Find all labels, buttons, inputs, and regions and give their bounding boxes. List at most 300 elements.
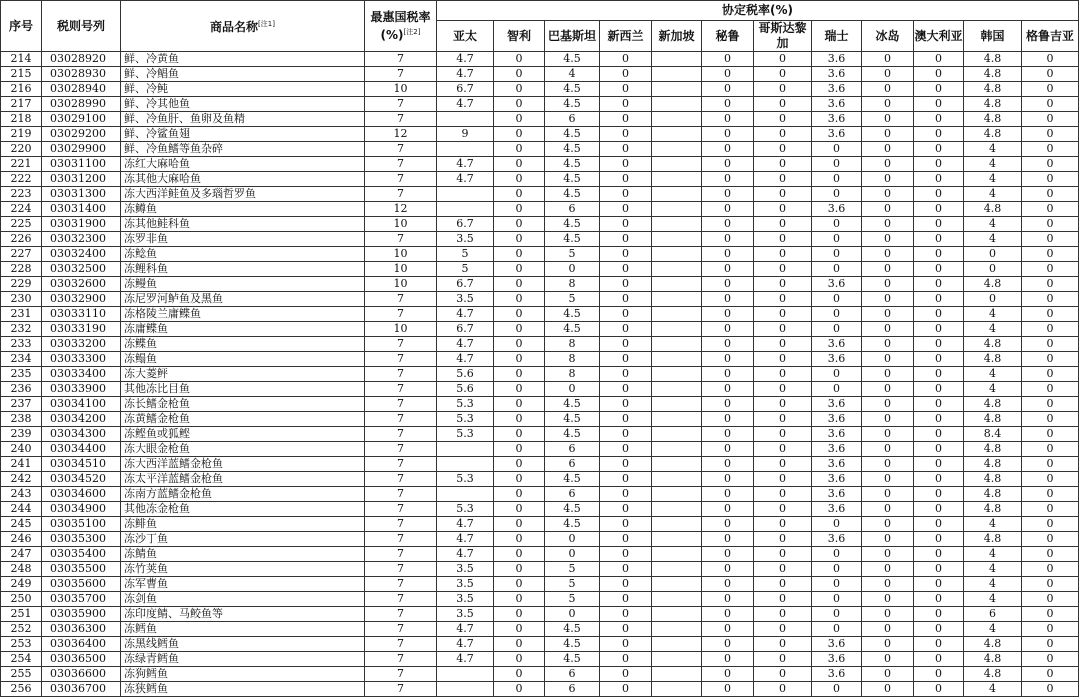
cell-rate-new-zealand: 0: [600, 232, 652, 247]
cell-seq: 247: [1, 547, 42, 562]
cell-rate-apta: 4.7: [437, 532, 494, 547]
cell-rate-switzerland: 0: [812, 187, 862, 202]
cell-rate-georgia: 0: [1022, 607, 1079, 622]
cell-mfn-rate: 10: [365, 217, 437, 232]
cell-rate-pakistan: 4.5: [545, 412, 600, 427]
cell-rate-iceland: 0: [862, 457, 914, 472]
cell-rate-switzerland: 0: [812, 172, 862, 187]
cell-rate-chile: 0: [494, 322, 545, 337]
cell-rate-korea: 4: [964, 142, 1022, 157]
cell-rate-korea: 4.8: [964, 502, 1022, 517]
cell-rate-switzerland: 3.6: [812, 637, 862, 652]
cell-rate-iceland: 0: [862, 337, 914, 352]
cell-rate-singapore: [652, 172, 702, 187]
cell-rate-costa-rica: 0: [754, 622, 812, 637]
cell-product-name: 冻沙丁鱼: [121, 532, 365, 547]
cell-rate-pakistan: 4.5: [545, 502, 600, 517]
cell-rate-georgia: 0: [1022, 667, 1079, 682]
cell-mfn-rate: 7: [365, 367, 437, 382]
cell-rate-peru: 0: [702, 292, 754, 307]
cell-rate-peru: 0: [702, 622, 754, 637]
cell-rate-australia: 0: [914, 112, 964, 127]
cell-rate-iceland: 0: [862, 82, 914, 97]
header-country: 韩国: [964, 21, 1022, 52]
cell-rate-iceland: 0: [862, 127, 914, 142]
cell-rate-new-zealand: 0: [600, 622, 652, 637]
cell-tariff-code: 03028940: [42, 82, 121, 97]
cell-rate-apta: 4.7: [437, 517, 494, 532]
cell-rate-peru: 0: [702, 412, 754, 427]
cell-seq: 238: [1, 412, 42, 427]
cell-rate-singapore: [652, 157, 702, 172]
header-country: 哥斯达黎加: [754, 21, 812, 52]
cell-rate-korea: 4: [964, 187, 1022, 202]
cell-rate-singapore: [652, 442, 702, 457]
cell-seq: 232: [1, 322, 42, 337]
cell-rate-apta: 3.5: [437, 592, 494, 607]
cell-product-name: 冻剑鱼: [121, 592, 365, 607]
cell-rate-iceland: 0: [862, 577, 914, 592]
cell-rate-korea: 4.8: [964, 397, 1022, 412]
header-country: 智利: [494, 21, 545, 52]
table-header: [1, 1, 1079, 52]
cell-product-name: 冻鲤科鱼: [121, 262, 365, 277]
cell-rate-costa-rica: 0: [754, 97, 812, 112]
cell-rate-peru: 0: [702, 202, 754, 217]
cell-rate-chile: 0: [494, 97, 545, 112]
cell-rate-costa-rica: 0: [754, 307, 812, 322]
cell-rate-iceland: 0: [862, 52, 914, 67]
table-row: [1, 472, 1079, 487]
cell-seq: 239: [1, 427, 42, 442]
cell-rate-new-zealand: 0: [600, 247, 652, 262]
cell-rate-pakistan: 6: [545, 487, 600, 502]
cell-tariff-code: 03035100: [42, 517, 121, 532]
cell-rate-costa-rica: 0: [754, 487, 812, 502]
cell-rate-chile: 0: [494, 502, 545, 517]
cell-rate-singapore: [652, 532, 702, 547]
cell-rate-georgia: 0: [1022, 337, 1079, 352]
cell-mfn-rate: 7: [365, 667, 437, 682]
cell-rate-korea: 4: [964, 232, 1022, 247]
cell-rate-switzerland: 0: [812, 367, 862, 382]
cell-rate-australia: 0: [914, 382, 964, 397]
cell-rate-apta: [437, 457, 494, 472]
cell-rate-georgia: 0: [1022, 547, 1079, 562]
cell-rate-costa-rica: 0: [754, 457, 812, 472]
cell-rate-korea: 4: [964, 322, 1022, 337]
cell-rate-australia: 0: [914, 532, 964, 547]
cell-rate-iceland: 0: [862, 442, 914, 457]
cell-rate-pakistan: 4.5: [545, 427, 600, 442]
cell-rate-pakistan: 0: [545, 262, 600, 277]
cell-rate-peru: 0: [702, 607, 754, 622]
cell-rate-costa-rica: 0: [754, 127, 812, 142]
cell-seq: 234: [1, 352, 42, 367]
cell-rate-switzerland: 3.6: [812, 412, 862, 427]
cell-seq: 230: [1, 292, 42, 307]
cell-rate-chile: 0: [494, 337, 545, 352]
cell-seq: 240: [1, 442, 42, 457]
cell-tariff-code: 03036500: [42, 652, 121, 667]
table-row: [1, 592, 1079, 607]
cell-rate-pakistan: 0: [545, 382, 600, 397]
table-row: [1, 382, 1079, 397]
cell-tariff-code: 03034900: [42, 502, 121, 517]
cell-rate-peru: 0: [702, 127, 754, 142]
cell-rate-korea: 4.8: [964, 667, 1022, 682]
cell-rate-new-zealand: 0: [600, 322, 652, 337]
cell-rate-australia: 0: [914, 337, 964, 352]
cell-mfn-rate: 7: [365, 187, 437, 202]
header-country: 亚太: [437, 21, 494, 52]
cell-rate-singapore: [652, 322, 702, 337]
table-row: [1, 52, 1079, 67]
cell-rate-switzerland: 3.6: [812, 397, 862, 412]
cell-product-name: 冻其他大麻哈鱼: [121, 172, 365, 187]
cell-rate-switzerland: 0: [812, 382, 862, 397]
cell-rate-singapore: [652, 52, 702, 67]
table-row: [1, 172, 1079, 187]
cell-tariff-code: 03032500: [42, 262, 121, 277]
cell-mfn-rate: 7: [365, 427, 437, 442]
cell-rate-apta: 5.3: [437, 427, 494, 442]
cell-rate-australia: 0: [914, 127, 964, 142]
cell-rate-korea: 4: [964, 157, 1022, 172]
cell-rate-apta: 4.7: [437, 52, 494, 67]
cell-rate-pakistan: 4.5: [545, 127, 600, 142]
cell-rate-georgia: 0: [1022, 142, 1079, 157]
cell-rate-new-zealand: 0: [600, 682, 652, 697]
cell-rate-chile: 0: [494, 532, 545, 547]
table-row: [1, 487, 1079, 502]
cell-rate-georgia: 0: [1022, 622, 1079, 637]
cell-rate-iceland: 0: [862, 592, 914, 607]
table-row: [1, 127, 1079, 142]
cell-rate-georgia: 0: [1022, 412, 1079, 427]
cell-product-name: 冻大西洋蓝鳍金枪鱼: [121, 457, 365, 472]
cell-rate-korea: 4.8: [964, 352, 1022, 367]
cell-rate-chile: 0: [494, 202, 545, 217]
cell-mfn-rate: 7: [365, 352, 437, 367]
cell-rate-costa-rica: 0: [754, 517, 812, 532]
table-row: [1, 502, 1079, 517]
cell-seq: 215: [1, 67, 42, 82]
cell-rate-apta: 4.7: [437, 637, 494, 652]
cell-rate-georgia: 0: [1022, 232, 1079, 247]
cell-rate-iceland: 0: [862, 667, 914, 682]
cell-rate-peru: 0: [702, 532, 754, 547]
cell-product-name: 冻南方蓝鳍金枪鱼: [121, 487, 365, 502]
cell-rate-australia: 0: [914, 607, 964, 622]
cell-rate-peru: 0: [702, 322, 754, 337]
cell-rate-korea: 0: [964, 292, 1022, 307]
cell-tariff-code: 03028930: [42, 67, 121, 82]
cell-rate-switzerland: 0: [812, 562, 862, 577]
cell-rate-pakistan: 4.5: [545, 82, 600, 97]
cell-rate-switzerland: 3.6: [812, 112, 862, 127]
cell-mfn-rate: 7: [365, 52, 437, 67]
cell-rate-australia: 0: [914, 637, 964, 652]
table-row: [1, 292, 1079, 307]
cell-rate-iceland: 0: [862, 187, 914, 202]
cell-rate-costa-rica: 0: [754, 637, 812, 652]
cell-rate-iceland: 0: [862, 97, 914, 112]
cell-rate-korea: 4: [964, 682, 1022, 697]
header-mfn-line1: 最惠国税率: [370, 9, 431, 24]
cell-seq: 219: [1, 127, 42, 142]
cell-rate-apta: 4.7: [437, 337, 494, 352]
cell-rate-pakistan: 5: [545, 562, 600, 577]
table-row: [1, 427, 1079, 442]
cell-rate-georgia: 0: [1022, 652, 1079, 667]
cell-rate-new-zealand: 0: [600, 487, 652, 502]
cell-rate-costa-rica: 0: [754, 667, 812, 682]
cell-rate-singapore: [652, 427, 702, 442]
cell-mfn-rate: 10: [365, 247, 437, 262]
cell-rate-apta: 5.3: [437, 412, 494, 427]
cell-rate-new-zealand: 0: [600, 67, 652, 82]
cell-seq: 222: [1, 172, 42, 187]
cell-rate-korea: 4.8: [964, 277, 1022, 292]
cell-rate-australia: 0: [914, 472, 964, 487]
header-country: 新加坡: [652, 21, 702, 52]
cell-rate-apta: 6.7: [437, 82, 494, 97]
cell-tariff-code: 03036600: [42, 667, 121, 682]
cell-rate-iceland: 0: [862, 262, 914, 277]
cell-rate-chile: 0: [494, 112, 545, 127]
cell-rate-switzerland: 3.6: [812, 97, 862, 112]
cell-rate-georgia: 0: [1022, 637, 1079, 652]
cell-rate-switzerland: 3.6: [812, 487, 862, 502]
cell-mfn-rate: 7: [365, 607, 437, 622]
cell-product-name: 冻鳟鱼: [121, 202, 365, 217]
cell-rate-costa-rica: 0: [754, 367, 812, 382]
cell-rate-new-zealand: 0: [600, 172, 652, 187]
cell-rate-chile: 0: [494, 382, 545, 397]
cell-rate-iceland: 0: [862, 157, 914, 172]
cell-rate-singapore: [652, 127, 702, 142]
cell-rate-costa-rica: 0: [754, 67, 812, 82]
cell-rate-chile: 0: [494, 562, 545, 577]
cell-seq: 218: [1, 112, 42, 127]
cell-rate-pakistan: 4.5: [545, 322, 600, 337]
cell-rate-iceland: 0: [862, 607, 914, 622]
cell-tariff-code: 03033110: [42, 307, 121, 322]
cell-rate-iceland: 0: [862, 352, 914, 367]
cell-rate-costa-rica: 0: [754, 577, 812, 592]
cell-rate-new-zealand: 0: [600, 502, 652, 517]
cell-product-name: 冻鳕鱼: [121, 622, 365, 637]
cell-rate-georgia: 0: [1022, 352, 1079, 367]
cell-rate-switzerland: 3.6: [812, 457, 862, 472]
cell-product-name: 冻鲱鱼: [121, 517, 365, 532]
cell-rate-australia: 0: [914, 262, 964, 277]
cell-rate-pakistan: 8: [545, 367, 600, 382]
cell-rate-korea: 4: [964, 622, 1022, 637]
cell-rate-korea: 4.8: [964, 337, 1022, 352]
cell-rate-iceland: 0: [862, 202, 914, 217]
cell-rate-chile: 0: [494, 262, 545, 277]
cell-rate-pakistan: 4.5: [545, 517, 600, 532]
cell-rate-switzerland: 3.6: [812, 532, 862, 547]
cell-rate-iceland: 0: [862, 472, 914, 487]
cell-tariff-code: 03036400: [42, 637, 121, 652]
cell-rate-costa-rica: 0: [754, 82, 812, 97]
cell-rate-singapore: [652, 247, 702, 262]
cell-rate-peru: 0: [702, 352, 754, 367]
cell-rate-australia: 0: [914, 292, 964, 307]
cell-tariff-code: 03032400: [42, 247, 121, 262]
cell-rate-switzerland: 0: [812, 157, 862, 172]
cell-rate-switzerland: 3.6: [812, 502, 862, 517]
cell-rate-singapore: [652, 292, 702, 307]
cell-product-name: 冻太平洋蓝鳍金枪鱼: [121, 472, 365, 487]
cell-rate-iceland: 0: [862, 232, 914, 247]
table-row: [1, 652, 1079, 667]
cell-rate-chile: 0: [494, 142, 545, 157]
table-body: [1, 52, 1079, 697]
cell-rate-singapore: [652, 457, 702, 472]
cell-tariff-code: 03034510: [42, 457, 121, 472]
cell-rate-australia: 0: [914, 577, 964, 592]
cell-rate-georgia: 0: [1022, 247, 1079, 262]
cell-rate-new-zealand: 0: [600, 367, 652, 382]
cell-rate-korea: 4: [964, 367, 1022, 382]
cell-seq: 214: [1, 52, 42, 67]
cell-rate-singapore: [652, 682, 702, 697]
cell-rate-peru: 0: [702, 307, 754, 322]
cell-rate-singapore: [652, 622, 702, 637]
cell-rate-chile: 0: [494, 517, 545, 532]
cell-rate-iceland: 0: [862, 172, 914, 187]
cell-rate-pakistan: 6: [545, 457, 600, 472]
cell-mfn-rate: 12: [365, 202, 437, 217]
cell-rate-chile: 0: [494, 607, 545, 622]
cell-rate-pakistan: 4.5: [545, 622, 600, 637]
cell-rate-new-zealand: 0: [600, 577, 652, 592]
cell-rate-switzerland: 3.6: [812, 277, 862, 292]
cell-tariff-code: 03033300: [42, 352, 121, 367]
cell-rate-costa-rica: 0: [754, 442, 812, 457]
cell-rate-georgia: 0: [1022, 217, 1079, 232]
cell-product-name: 冻长鳍金枪鱼: [121, 397, 365, 412]
cell-rate-new-zealand: 0: [600, 307, 652, 322]
table-row: [1, 637, 1079, 652]
cell-rate-singapore: [652, 562, 702, 577]
cell-rate-apta: [437, 187, 494, 202]
cell-rate-peru: 0: [702, 142, 754, 157]
table-row: [1, 112, 1079, 127]
cell-product-name: 冻鲶鱼: [121, 247, 365, 262]
table-row: [1, 337, 1079, 352]
cell-rate-switzerland: 0: [812, 322, 862, 337]
cell-rate-new-zealand: 0: [600, 127, 652, 142]
cell-rate-apta: [437, 667, 494, 682]
cell-rate-chile: 0: [494, 292, 545, 307]
cell-rate-chile: 0: [494, 547, 545, 562]
cell-rate-costa-rica: 0: [754, 142, 812, 157]
cell-rate-peru: 0: [702, 457, 754, 472]
cell-rate-georgia: 0: [1022, 292, 1079, 307]
header-country: 秘鲁: [702, 21, 754, 52]
cell-rate-australia: 0: [914, 172, 964, 187]
cell-rate-iceland: 0: [862, 112, 914, 127]
cell-rate-apta: 5.6: [437, 382, 494, 397]
header-mfn-line2: (%): [380, 27, 404, 42]
cell-rate-peru: 0: [702, 112, 754, 127]
cell-product-name: 冻罗非鱼: [121, 232, 365, 247]
cell-rate-switzerland: 3.6: [812, 472, 862, 487]
cell-rate-apta: [437, 442, 494, 457]
cell-rate-pakistan: 4: [545, 67, 600, 82]
cell-rate-switzerland: 3.6: [812, 337, 862, 352]
cell-rate-australia: 0: [914, 82, 964, 97]
cell-rate-new-zealand: 0: [600, 382, 652, 397]
cell-rate-costa-rica: 0: [754, 502, 812, 517]
cell-rate-korea: 4.8: [964, 52, 1022, 67]
cell-rate-iceland: 0: [862, 217, 914, 232]
cell-rate-georgia: 0: [1022, 112, 1079, 127]
cell-mfn-rate: 7: [365, 412, 437, 427]
cell-rate-costa-rica: 0: [754, 412, 812, 427]
cell-mfn-rate: 7: [365, 577, 437, 592]
table-row: [1, 217, 1079, 232]
cell-rate-new-zealand: 0: [600, 187, 652, 202]
cell-rate-peru: 0: [702, 172, 754, 187]
table-row: [1, 202, 1079, 217]
cell-rate-australia: 0: [914, 442, 964, 457]
cell-rate-chile: 0: [494, 592, 545, 607]
cell-rate-peru: 0: [702, 367, 754, 382]
cell-rate-pakistan: 8: [545, 337, 600, 352]
cell-tariff-code: 03029200: [42, 127, 121, 142]
cell-rate-pakistan: 5: [545, 292, 600, 307]
cell-rate-peru: 0: [702, 382, 754, 397]
cell-tariff-code: 03032900: [42, 292, 121, 307]
cell-rate-new-zealand: 0: [600, 97, 652, 112]
cell-rate-apta: [437, 112, 494, 127]
cell-rate-new-zealand: 0: [600, 592, 652, 607]
cell-seq: 251: [1, 607, 42, 622]
cell-rate-georgia: 0: [1022, 367, 1079, 382]
cell-seq: 224: [1, 202, 42, 217]
cell-seq: 237: [1, 397, 42, 412]
cell-rate-georgia: 0: [1022, 562, 1079, 577]
cell-rate-georgia: 0: [1022, 487, 1079, 502]
cell-rate-georgia: 0: [1022, 442, 1079, 457]
cell-rate-new-zealand: 0: [600, 562, 652, 577]
cell-rate-costa-rica: 0: [754, 607, 812, 622]
cell-rate-iceland: 0: [862, 412, 914, 427]
cell-rate-peru: 0: [702, 397, 754, 412]
cell-rate-new-zealand: 0: [600, 427, 652, 442]
cell-seq: 233: [1, 337, 42, 352]
cell-rate-iceland: 0: [862, 547, 914, 562]
cell-tariff-code: 03035400: [42, 547, 121, 562]
cell-mfn-rate: 7: [365, 562, 437, 577]
cell-rate-new-zealand: 0: [600, 667, 652, 682]
cell-seq: 221: [1, 157, 42, 172]
cell-rate-costa-rica: 0: [754, 277, 812, 292]
cell-rate-singapore: [652, 637, 702, 652]
cell-rate-australia: 0: [914, 157, 964, 172]
header-product-name: [121, 1, 365, 52]
cell-rate-australia: 0: [914, 277, 964, 292]
cell-seq: 225: [1, 217, 42, 232]
cell-rate-switzerland: 0: [812, 547, 862, 562]
cell-rate-chile: 0: [494, 487, 545, 502]
